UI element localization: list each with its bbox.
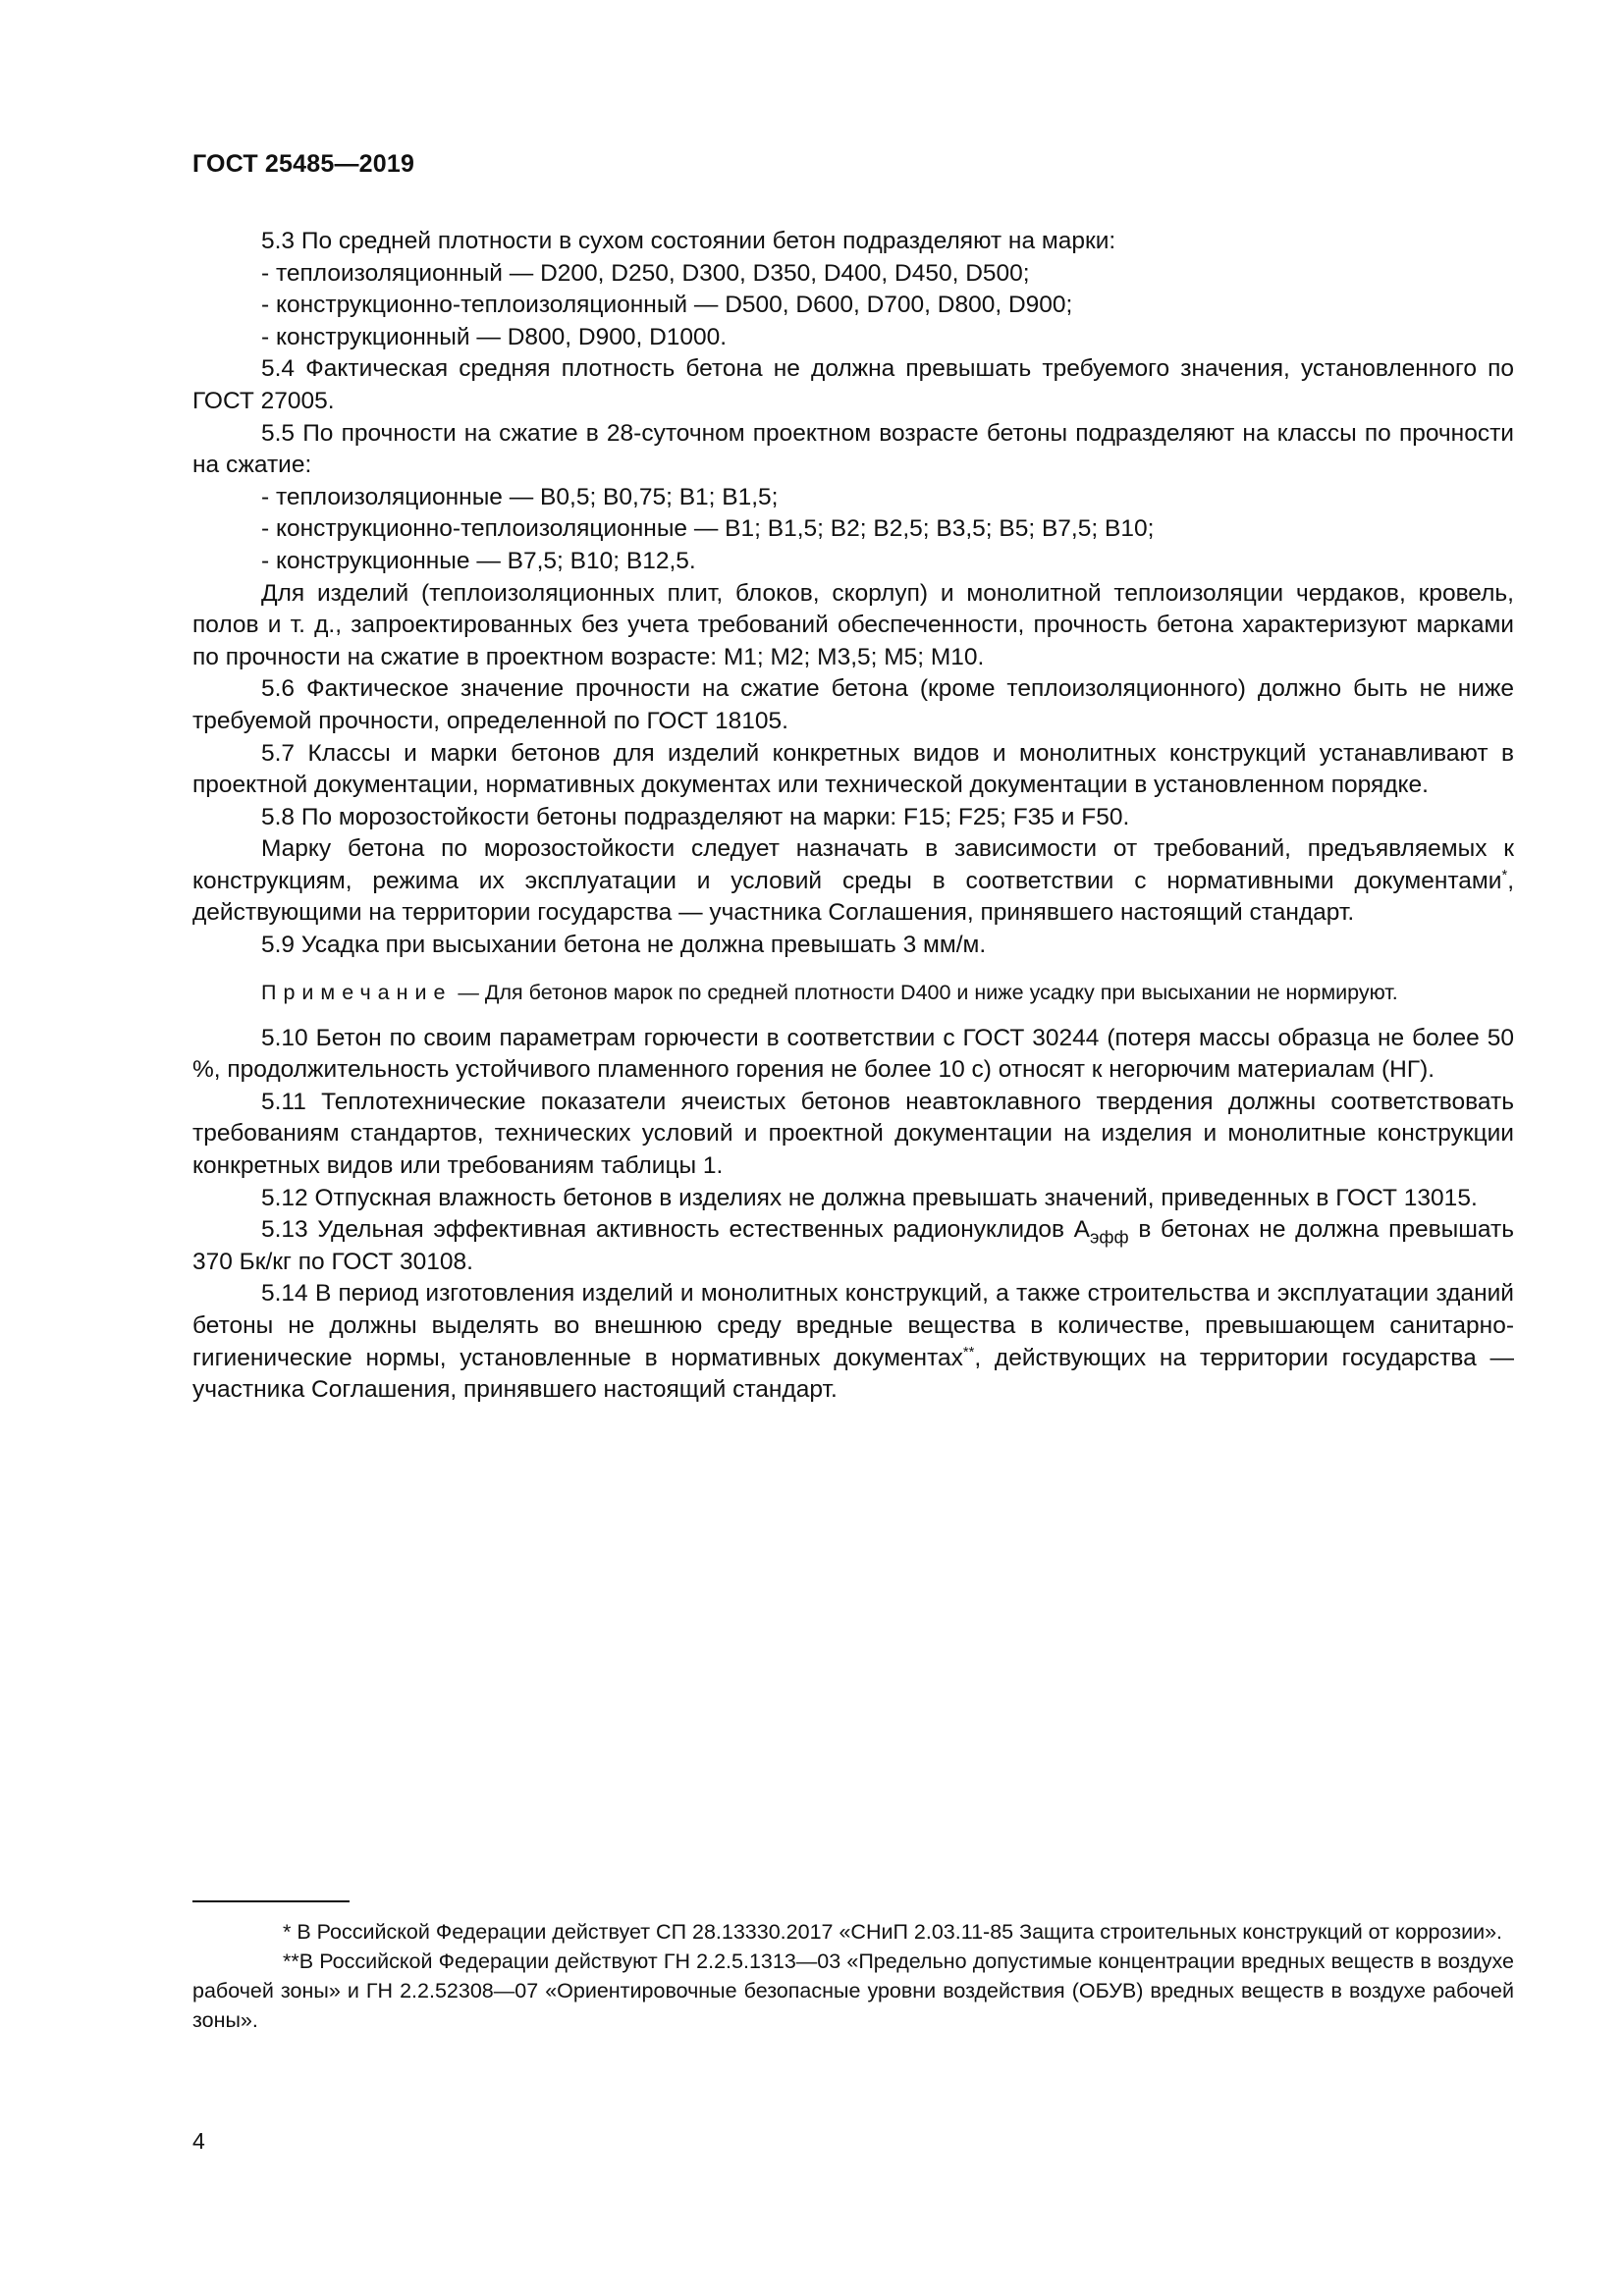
clause-5-4: 5.4 Фактическая средняя плотность бетона не должна превышать требуемого значения, установленного по ГОСТ 27005. xyxy=(192,355,1514,414)
clause-5-3-item: - конструкционно-теплоизоляционный — D500, D600, D700, D800, D900; xyxy=(261,292,1073,319)
footnote-ref-2: ** xyxy=(962,1344,975,1361)
clause-5-13-text-end: в бетонах не должна превышать 370 Бк/кг по ГОСТ 30108. xyxy=(192,1216,1514,1275)
main-text xyxy=(192,226,1514,1407)
clause-5-8-text-end: , действующими на территории государства — участника Соглашения, принявшего настоящий стандарт. xyxy=(192,867,1514,927)
clause-5-11: 5.11 Теплотехнические показатели ячеистых бетонов неавтоклавного твердения должны соответствовать требованиям стандартов, технических условий и проектной документации на изделия и монолитные конструкции конкретных видов или требованиям таблицы 1. xyxy=(192,1088,1514,1180)
footnotes xyxy=(192,1917,1514,2035)
clause-5-5-item: - теплоизоляционные — В0,5; В0,75; В1; В1,5; xyxy=(261,483,779,510)
footnote-divider xyxy=(192,1900,350,1902)
clause-5-14-text-start: 5.14 В период изготовления изделий и монолитных конструкций, а также строительства и эксплуатации зданий бетоны не должны выделять во внешнюю среду вредные вещества в количестве, превышающем санитарно-гигиенические нормы, установленные в нормативных документах xyxy=(192,1280,1514,1371)
clause-5-8-paragraph xyxy=(192,833,1514,930)
clause-5-13-subscript: эфф xyxy=(1090,1226,1129,1248)
page-number: 4 xyxy=(192,2128,205,2154)
clause-5-5: 5.5 По прочности на сжатие в 28-суточном проектном возрасте бетоны подразделяют на классы по прочности на сжатие: xyxy=(192,419,1514,479)
clause-5-3-item: - конструкционный — D800, D900, D1000. xyxy=(261,323,728,350)
clause-5-5-paragraph: Для изделий (теплоизоляционных плит, блоков, скорлуп) и монолитной теплоизоляции чердаков, кровель, полов и т. д., запроектированных без учета требований обеспеченности, прочность бетона характеризуют марками по прочности на сжатие в проектном возрасте: М1; М2; М3,5; М5; М10. xyxy=(192,579,1514,670)
clause-5-3: 5.3 По средней плотности в сухом состоянии бетон подразделяют на марки: xyxy=(261,228,1116,254)
clause-5-6: 5.6 Фактическое значение прочности на сжатие бетона (кроме теплоизоляционного) должно быть не ниже требуемой прочности, определенной по ГОСТ 18105. xyxy=(192,675,1514,734)
clause-5-14 xyxy=(192,1278,1514,1406)
clause-5-10: 5.10 Бетон по своим параметрам горючести в соответствии с ГОСТ 30244 (потеря массы образца не более 50 %, продолжительность устойчивого пламенного горения не более 10 с) относят к негорючим материалам (НГ). xyxy=(192,1024,1514,1084)
clause-5-3-item: - теплоизоляционный — D200, D250, D300, D350, D400, D450, D500; xyxy=(261,259,1030,287)
note-text: — Для бетонов марок по средней плотности D400 и ниже усадку при высыхании не нормируют. xyxy=(452,980,1398,1004)
clause-5-13-text-start: 5.13 Удельная эффективная активность естественных радионуклидов А xyxy=(261,1216,1091,1244)
clause-5-7: 5.7 Классы и марки бетонов для изделий конкретных видов и монолитных конструкций устанавливают в проектной документации, нормативных документах или технической документации в установленном порядке. xyxy=(192,739,1514,799)
clause-5-14-text-end: , действующих на территории государства — участника Соглашения, принявшего настоящий стандарт. xyxy=(192,1344,1514,1404)
footnote-ref-1: * xyxy=(1501,867,1508,883)
footnote-2: **В Российской Федерации действуют ГН 2.2.5.1313—03 «Предельно допустимые концентрации вредных веществ в воздухе рабочей зоны» и ГН 2.2.52308—07 «Ориентировочные безопасные уровни воздействия (ОБУВ) вредных веществ в воздухе рабочей зоны». xyxy=(192,1949,1514,2032)
clause-5-8: 5.8 По морозостойкости бетоны подразделяют на марки: F15; F25; F35 и F50. xyxy=(261,803,1130,830)
clause-5-13 xyxy=(192,1214,1514,1278)
clause-5-5-item: - конструкционные — В7,5; В10; В12,5. xyxy=(261,547,696,574)
note-label: Примечание xyxy=(261,980,453,1004)
clause-5-5-item: - конструкционно-теплоизоляционные — В1; В1,5; В2; В2,5; В3,5; В5; В7,5; В10; xyxy=(261,515,1155,543)
clause-5-9: 5.9 Усадка при высыхании бетона не должна превышать 3 мм/м. xyxy=(261,932,987,959)
page-header-standard-code: ГОСТ 25485—2019 xyxy=(192,150,415,178)
note xyxy=(192,978,1514,1007)
clause-5-12: 5.12 Отпускная влажность бетонов в изделиях не должна превышать значений, приведенных в ГОСТ 13015. xyxy=(261,1184,1478,1211)
footnote-1: * В Российской Федерации действует СП 28.13330.2017 «СНиП 2.03.11-85 Защита строительных конструкций от коррозии». xyxy=(283,1920,1503,1944)
clause-5-8-text-start: Марку бетона по морозостойкости следует назначать в зависимости от требований, предъявляемых к конструкциям, режима их эксплуатации и условий среды в соответствии с нормативными документами xyxy=(192,835,1514,894)
